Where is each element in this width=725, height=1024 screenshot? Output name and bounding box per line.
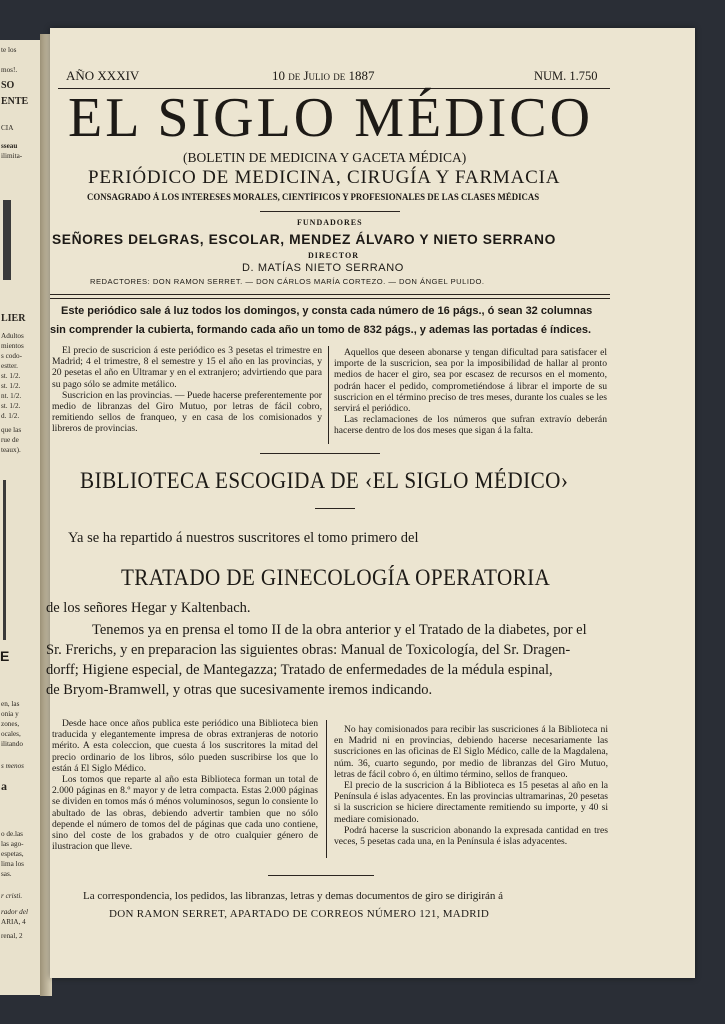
notice-line-1: Este periódico sale á luz todos los domingos, y consta cada número de 16 págs., ó sean 32 columnas bbox=[61, 305, 593, 317]
prev-fragment: st. 1/2. bbox=[1, 372, 21, 380]
prev-fragment: st. 1/2. bbox=[1, 382, 21, 390]
rule bbox=[50, 298, 610, 299]
short-rule bbox=[268, 875, 374, 876]
paragraph: Aquellos que deseen abonarse y tengan dificultad para satisfacer el importe de la suscricion, sea por la imposibilidad de hallar al pronto medios de hacer el giro, sea por escasez de recursos en el momento, podrán hacer el pedido, comprometiéndose á librar el importe de su suscricion en el término preciso de tres meses, durante los cuales se les servirá el periódico. bbox=[334, 347, 607, 415]
editors-line: REDACTORES: DON RAMON SERRET. — DON CÁRLOS MARÍA CORTEZO. — DON ÁNGEL PULIDO. bbox=[90, 277, 485, 286]
prev-fragment: estter. bbox=[1, 362, 18, 370]
prev-fragment: nt. 1/2. bbox=[1, 392, 22, 400]
short-rule bbox=[315, 508, 355, 509]
prev-fragment: o de.las bbox=[1, 830, 23, 838]
book-authors: de los señores Hegar y Kaltenbach. bbox=[46, 600, 251, 616]
founders-names: SEÑORES DELGRAS, ESCOLAR, MENDEZ ÁLVARO Y NIETO SERRANO bbox=[52, 232, 556, 247]
prev-fragment: las ago- bbox=[1, 840, 24, 848]
biblioteca-subscription bbox=[334, 724, 608, 847]
prev-fragment: renal, 2 bbox=[1, 932, 23, 940]
subtitle-consagrado: CONSAGRADO Á LOS INTERESES MORALES, CIENTÍFICOS Y PROFESIONALES DE LAS CLASES MÉDICAS bbox=[87, 192, 540, 202]
prev-fragment: te los bbox=[1, 46, 17, 54]
paragraph: El precio de suscricion á este periódico es 3 pesetas el trimestre en Madrid; 4 el trimestre, 8 el semestre y 15 el año en las provincias, y 20 pesetas el año en Ultramar y en el extranjero; advirtiendo que para su pago sólo se admite metálico. bbox=[52, 345, 322, 390]
paragraph: No hay comisionados para recibir las suscriciones á la Biblioteca ni en Madrid ni en provincias, debiendo hacerse necesariamente las suscriciones en las oficinas de El Siglo Médico, calle de la Magdalena, núm. 36, cuarto segundo, por medio de libranzas del Giro Mutuo, letras de fácil cobro ó, en último término, sellos de franqueo. bbox=[334, 724, 608, 780]
prev-fragment: st. 1/2. bbox=[1, 402, 21, 410]
prev-fragment: LIER bbox=[1, 313, 26, 324]
paragraph: Las reclamaciones de los números que sufran extravío deberán hacerse dentro de los dos meses que sigan á la falta. bbox=[334, 414, 607, 437]
prev-fragment: ENTE bbox=[1, 96, 29, 107]
founders-label: FUNDADORES bbox=[297, 218, 363, 227]
paragraph: Suscricion en las provincias. — Puede hacerse preferentemente por medio de libranzas del Giro Mutuo, por letras de fácil cobro, remitiendo sellos de franqueo, y en casa de los comisionados y libreros de provincias. bbox=[52, 389, 322, 435]
masthead-title: EL SIGLO MÉDICO bbox=[68, 87, 594, 149]
rule bbox=[50, 294, 610, 295]
prev-fragment: sas. bbox=[1, 870, 12, 878]
prev-fragment: teaux). bbox=[1, 446, 21, 454]
prev-fragment: r cristi. bbox=[1, 892, 23, 900]
biblioteca-intro: Ya se ha repartido á nuestros suscritores el tomo primero del bbox=[68, 530, 419, 546]
biblioteca-paragraph-line: Sr. Frerichs, y en preparacion las siguientes obras: Manual de Toxicología, del Sr. Dragen- bbox=[46, 642, 571, 658]
prev-fragment: CIA bbox=[1, 124, 14, 132]
previous-page-edge bbox=[0, 40, 41, 995]
director-label: DIRECTOR bbox=[308, 251, 359, 260]
subtitle-periodico: PERIÓDICO DE MEDICINA, CIRUGÍA Y FARMACIA bbox=[88, 167, 561, 188]
prev-fragment: ARIA, 4 bbox=[1, 918, 26, 926]
biblioteca-paragraph-line: Tenemos ya en prensa el tomo II de la obra anterior y el Tratado de la diabetes, por el bbox=[92, 622, 587, 638]
prev-letter: E bbox=[0, 648, 10, 664]
prev-fragment: d. 1/2. bbox=[1, 412, 20, 420]
subscription-prices bbox=[52, 345, 322, 435]
prev-fragment: s menos bbox=[1, 762, 24, 770]
biblioteca-description bbox=[52, 718, 318, 852]
issue-date: 10 de Julio de 1887 bbox=[272, 68, 375, 83]
prev-fragment: espetas, bbox=[1, 850, 24, 858]
paragraph: Los tomos que reparte al año esta Biblioteca forman un total de 2.000 páginas en 8.º mayor y de letra compacta. Estas 2.000 páginas se dividen en tomos más ó ménos voluminosos, segun lo consiente lo abultado de las obras, debiendo advertir tambien que no sólo depende el número de tomos del de páginas que cada uno contiene, sino del coste de los grabados y de otro cualquier género de ilustracion que lleve. bbox=[52, 774, 318, 853]
biblioteca-heading: BIBLIOTECA ESCOGIDA DE ‹EL SIGLO MÉDICO› bbox=[80, 468, 569, 493]
short-rule bbox=[260, 211, 400, 212]
volume-year: AÑO XXXIV bbox=[66, 68, 140, 83]
prev-fragment: sseau bbox=[1, 142, 18, 150]
dark-line bbox=[3, 480, 6, 640]
prev-fragment: rador del bbox=[1, 908, 28, 916]
biblioteca-paragraph-line: dorff; Higiene especial, de Mantegazza; Tratado de enfermedades de la médula espinal, bbox=[46, 662, 553, 678]
footer-address: DON RAMON SERRET, APARTADO DE CORREOS NÚMERO 121, MADRID bbox=[109, 908, 490, 920]
short-rule bbox=[260, 453, 380, 454]
paragraph: Desde hace once años publica este periódico una Biblioteca bien traducida y elegantemente impresa de obras extranjeras de notorio mérito. A esta coleccion, que cuesta á los suscritores la mitad del precio ordinario de los libros, sólo pueden suscribirse los que lo están á El Siglo Médico. bbox=[52, 718, 318, 774]
biblioteca-paragraph-line: de Bryom-Bramwell, y otras que sucesivamente iremos indicando. bbox=[46, 682, 433, 698]
prev-fragment: ilitando bbox=[1, 740, 23, 748]
subscription-notes bbox=[334, 347, 607, 437]
prev-fragment: Adultos bbox=[1, 332, 24, 340]
paragraph: El precio de la suscricion á la Biblioteca es 15 pesetas al año en la Península é islas adyacentes. En las provincias ultramarinas, 20 pesetas si la suscricion se hiciere directamente remitiendo su importe, y 40 si mediare comisionado. bbox=[334, 780, 608, 825]
notice-line-2: sin comprender la cubierta, formando cada año un tomo de 832 págs., y ademas las portadas é índices. bbox=[50, 324, 591, 336]
prev-fragment: ilimita- bbox=[1, 152, 23, 160]
prev-fragment: SO bbox=[1, 80, 15, 91]
prev-fragment: mos!. bbox=[1, 66, 18, 74]
prev-fragment: en, las bbox=[1, 700, 20, 708]
issue-number: NUM. 1.750 bbox=[534, 69, 598, 83]
director-name: D. MATÍAS NIETO SERRANO bbox=[242, 262, 404, 274]
prev-fragment: s codo- bbox=[1, 352, 22, 360]
prev-fragment: onia y bbox=[1, 710, 19, 718]
prev-fragment: rue de bbox=[1, 436, 19, 444]
prev-fragment: lima los bbox=[1, 860, 24, 868]
prev-fragment: que las bbox=[1, 426, 22, 434]
paragraph: Podrá hacerse la suscricion abonando la expresada cantidad en tres veces, 5 pesetas cada una, en la Península é islas adyacentes. bbox=[334, 824, 608, 848]
subtitle-boletin: (BOLETIN DE MEDICINA Y GACETA MÉDICA) bbox=[183, 150, 467, 165]
dark-block bbox=[3, 200, 11, 280]
prev-fragment: zones, bbox=[1, 720, 20, 728]
column-divider bbox=[328, 346, 329, 444]
footer-correspondence: La correspondencia, los pedidos, las libranzas, letras y demas documentos de giro se dirigirán á bbox=[83, 890, 504, 902]
prev-fragment: ocales, bbox=[1, 730, 21, 738]
column-divider bbox=[326, 720, 327, 858]
book-title: TRATADO DE GINECOLOGÍA OPERATORIA bbox=[121, 565, 551, 590]
prev-fragment: mientos bbox=[1, 342, 24, 350]
newspaper-page bbox=[46, 28, 695, 978]
prev-fragment: a bbox=[1, 779, 7, 793]
